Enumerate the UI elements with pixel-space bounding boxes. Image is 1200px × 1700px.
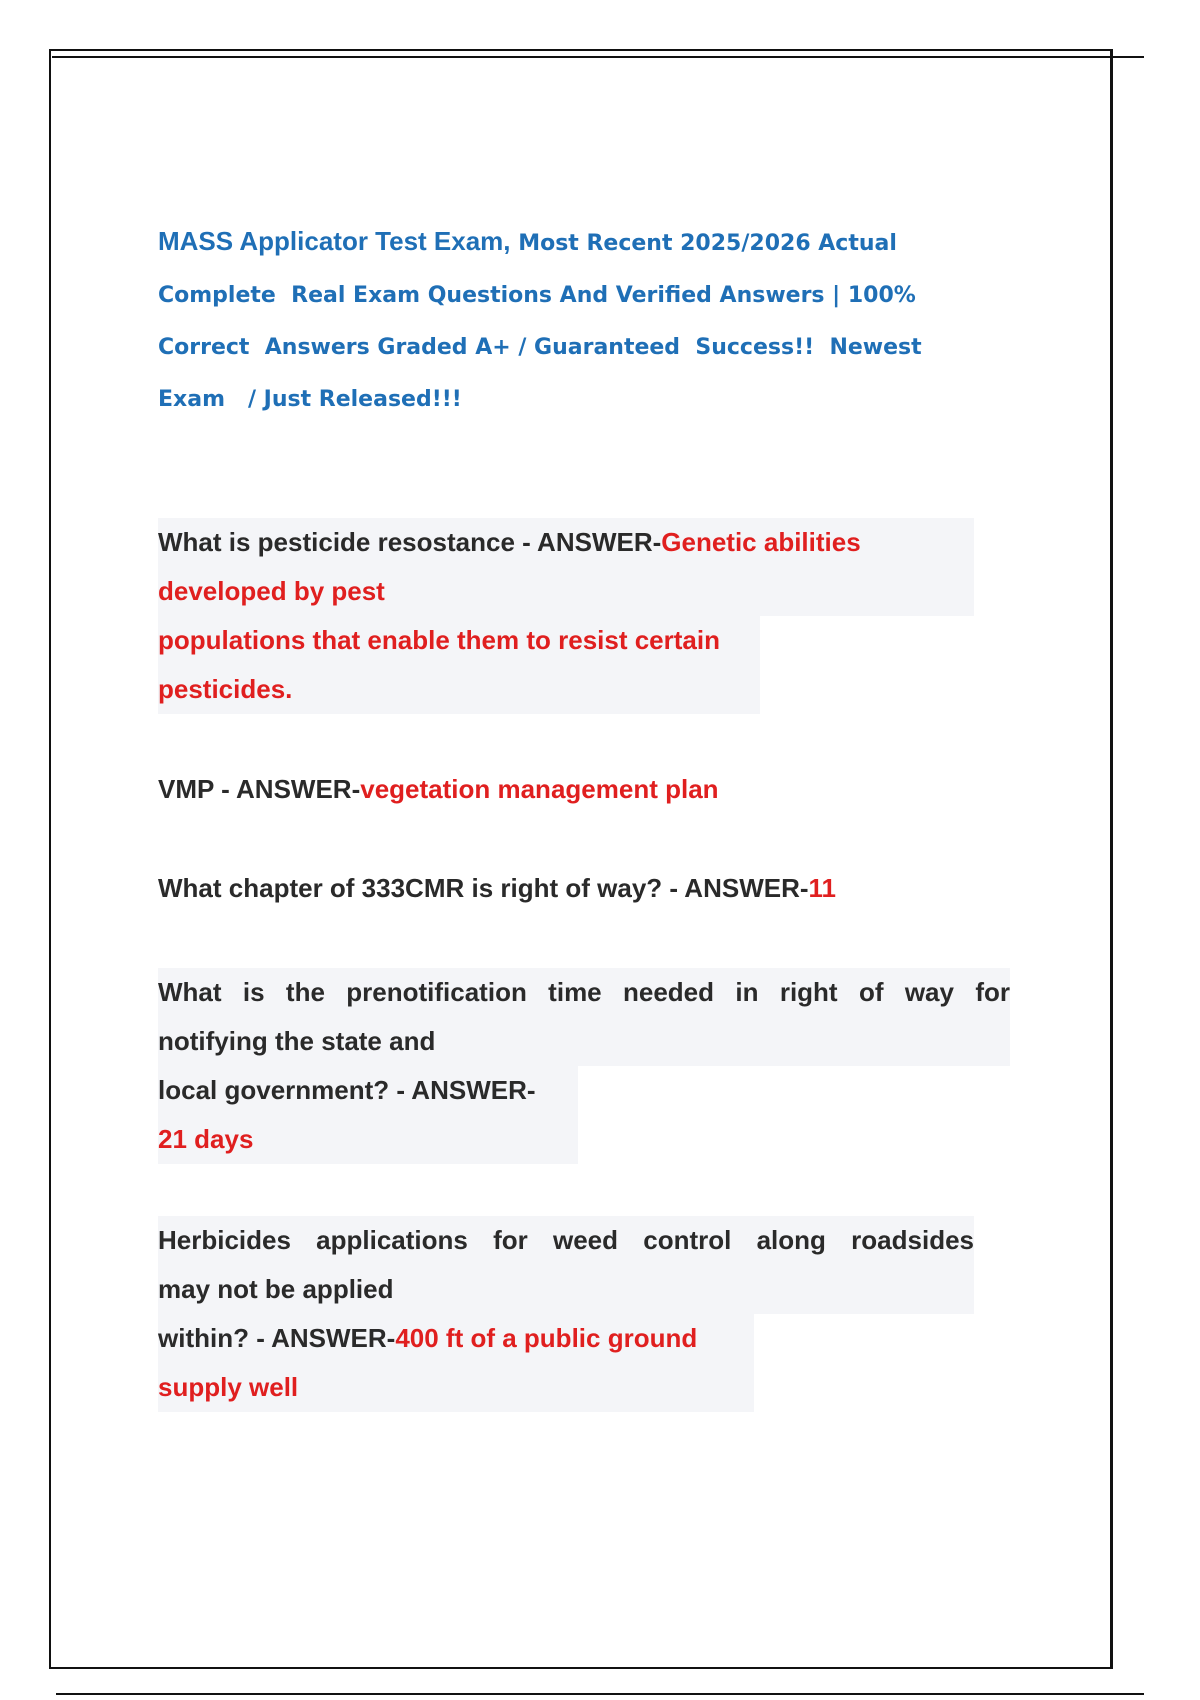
answer-line: 21 days: [158, 1124, 254, 1154]
answer-line: supply well: [158, 1372, 299, 1402]
question-text: What is pesticide resostance - ANSWER-: [158, 527, 662, 557]
question-text: What chapter of 333CMR is right of way? - ANSWER-: [158, 873, 809, 903]
answer-text: 400 ft of a public ground: [395, 1323, 698, 1353]
qa-block: [158, 968, 1010, 1066]
question-line: [158, 765, 719, 814]
qa-item-vmp: [158, 765, 719, 814]
question-line: [158, 1314, 754, 1363]
document-title: [158, 215, 938, 426]
qa-block: [158, 1066, 578, 1164]
question-text: What is the prenotification time needed in right of way for: [158, 977, 1010, 1007]
question-line: [158, 968, 1010, 1017]
qa-item-pesticide-resistance: [158, 518, 974, 714]
question-text: Herbicides applications for weed control along roadsides: [158, 1225, 974, 1255]
qa-block: [158, 518, 974, 616]
question-line: [158, 518, 974, 567]
qa-block: [158, 616, 760, 714]
answer-line: pesticides.: [158, 674, 293, 704]
answer-text: Genetic abilities: [661, 527, 861, 557]
question-line: notifying the state and: [158, 1026, 436, 1056]
qa-block: [158, 1314, 754, 1412]
title-line-3: Correct Answers Graded A+ / Guaranteed Success!! Newest: [158, 335, 922, 360]
qa-item-333cmr-chapter: [158, 864, 836, 913]
title-subtitle: Most Recent 2025/2026 Actual: [510, 231, 897, 256]
question-line: local government? - ANSWER-: [158, 1075, 536, 1105]
qa-item-prenotification-time: [158, 968, 1010, 1164]
title-main: MASS Applicator Test Exam,: [158, 226, 511, 256]
answer-line: populations that enable them to resist certain: [158, 625, 720, 655]
question-text: VMP - ANSWER-: [158, 774, 361, 804]
question-line: [158, 1216, 974, 1265]
qa-block: [158, 1216, 974, 1314]
title-line-2: Complete Real Exam Questions And Verified Answers | 100%: [158, 283, 916, 308]
qa-item-herbicide-roadside: [158, 1216, 974, 1412]
question-line: may not be applied: [158, 1274, 394, 1304]
answer-text: vegetation management plan: [360, 774, 719, 804]
title-line-1: [158, 215, 938, 270]
title-line-4: Exam / Just Released!!!: [158, 387, 462, 412]
question-line: [158, 864, 836, 913]
bottom-rule: [56, 1693, 1144, 1695]
answer-line: developed by pest: [158, 576, 385, 606]
question-text: within? - ANSWER-: [158, 1323, 396, 1353]
answer-text: 11: [808, 873, 837, 903]
